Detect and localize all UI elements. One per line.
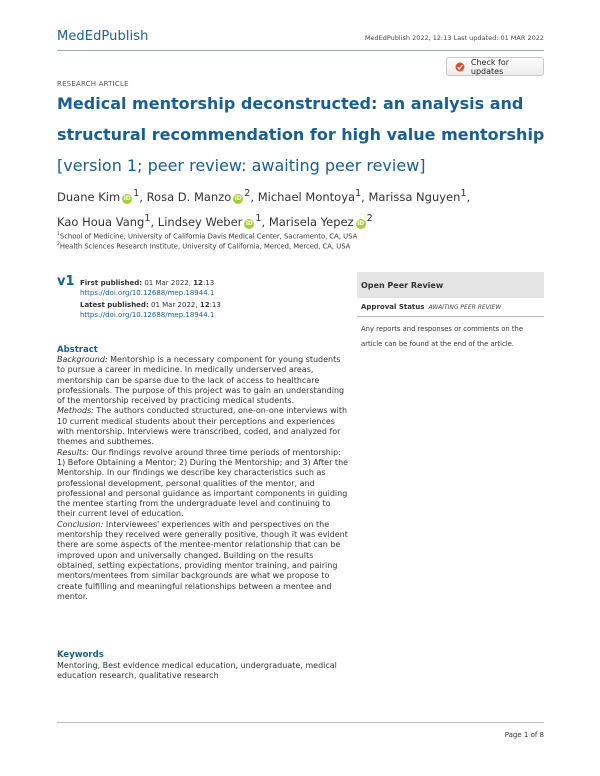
orcid-icon[interactable]: iD — [123, 194, 131, 202]
author-list: Duane Kim iD $^1$, Rosa D. Manzo iD $^2$, Michael Montoya$^1$, Marissa Nguyen$^1$, Kao Houa Vang$^1$, Lindsey Weber iD $^1$, Marisela Yepez iD $^2$ — [57, 188, 471, 229]
first-published: First published: 01 Mar 2022, 12:13 https://doi.org/10.12688/mep.18944.1 — [80, 279, 215, 297]
keywords-text: Mentoring, Best evidence medical education, undergraduate, medical education research, qualitative research — [57, 661, 337, 681]
author[interactable]: Michael Montoya — [257, 189, 356, 204]
header-divider — [57, 50, 544, 51]
author[interactable]: Marisela Yepez — [268, 214, 354, 229]
author[interactable]: Rosa D. Manzo — [146, 189, 232, 204]
abstract-heading: Abstract — [57, 345, 98, 355]
page-number: Page 1 of 8 — [504, 731, 544, 739]
version-note: [version 1; peer review: awaiting peer review] — [57, 156, 426, 175]
approval-status-value: AWAITING PEER REVIEW — [428, 304, 502, 311]
version-badge: v1 — [57, 274, 75, 289]
keywords-heading: Keywords — [57, 650, 104, 660]
abstract-methods: Methods: The authors conducted structured, one-on-one interviews with 10 current medical students about their perceptions and experiences with mentorship. Interviews were transcribed, coded, and analyzed for themes and subthemes. — [57, 406, 348, 447]
author[interactable]: Lindsey Weber — [157, 214, 243, 229]
check-updates-icon — [455, 62, 465, 72]
footer-divider — [57, 722, 544, 723]
abstract-conclusion: Conclusion: Interviewees' experiences with and perspectives on the mentorship they received were generally positive, though it was evident there are some aspects of the mentee-mentor relationship that can be improved upon and universally changed. Building on the results obtained, setting expectations, providing mentor training, and pairing mentors/mentees from similar backgrounds are what we propose to create fulfilling and meaningful relationships between a mentee and mentor. — [57, 519, 348, 601]
affiliation: $^1$School of Medicine, University of California Davis Medical Center, Sacramento, CA, USA — [57, 232, 358, 241]
abstract-background: Background: Mentorship is a necessary component for young students to pursue a career in medicine. In medically underserved areas, mentorship can be sparse due to the lack of access to healthcare professionals. The purpose of this project was to gain an understanding of the mentorship received by practicing medical students. — [57, 355, 345, 406]
latest-published: Latest published: 01 Mar 2022, 12:13 https://doi.org/10.12688/mep.18944.1 — [80, 301, 221, 319]
author[interactable]: Marissa Nguyen — [368, 189, 461, 204]
orcid-icon[interactable]: iD — [245, 219, 253, 227]
approval-status: Approval Status AWAITING PEER REVIEW — [357, 298, 544, 317]
check-for-updates-button[interactable] — [446, 57, 544, 76]
title-text: Medical mentorship deconstructed: an analysis and structural recommendation for high value mentorship — [57, 94, 545, 144]
header-meta: MedEdPublish 2022, 12:13 Last updated: 01 MAR 2022 — [364, 34, 544, 42]
affiliation: $^2$Health Sciences Research Institute, University of California, Merced, Merced, CA, USA — [57, 242, 351, 251]
check-updates-label: Check for updates — [470, 57, 510, 76]
abstract-body — [57, 355, 349, 602]
orcid-icon[interactable]: iD — [234, 194, 242, 202]
author[interactable]: Kao Houa Vang — [57, 214, 145, 229]
author[interactable]: Duane Kim — [57, 189, 121, 204]
article-title — [57, 88, 547, 181]
journal-brand[interactable]: MedEdPublish — [57, 29, 149, 44]
peer-review-note: Any reports and responses or comments on the article can be found at the end of the article. — [361, 325, 524, 348]
latest-published-doi-link[interactable]: https://doi.org/10.12688/mep.18944.1 — [80, 311, 215, 319]
abstract-results: Results: Our findings revolve around three time periods of mentorship: 1) Before Obtaining a Mentor; 2) During the Mentorship; and 3) After the Mentorship. In our findings we describe key characteristics such as professional development, personal qualities of the mentor, and professional and personal guidance as important components in guiding the mentee starting from the undergraduate level and continuing to their current level of education. — [57, 447, 349, 519]
peer-review-title: Open Peer Review — [357, 272, 544, 298]
first-published-doi-link[interactable]: https://doi.org/10.12688/mep.18944.1 — [80, 289, 215, 297]
open-peer-review-panel — [357, 272, 544, 362]
article-type: RESEARCH ARTICLE — [57, 80, 129, 88]
orcid-icon[interactable]: iD — [357, 219, 365, 227]
